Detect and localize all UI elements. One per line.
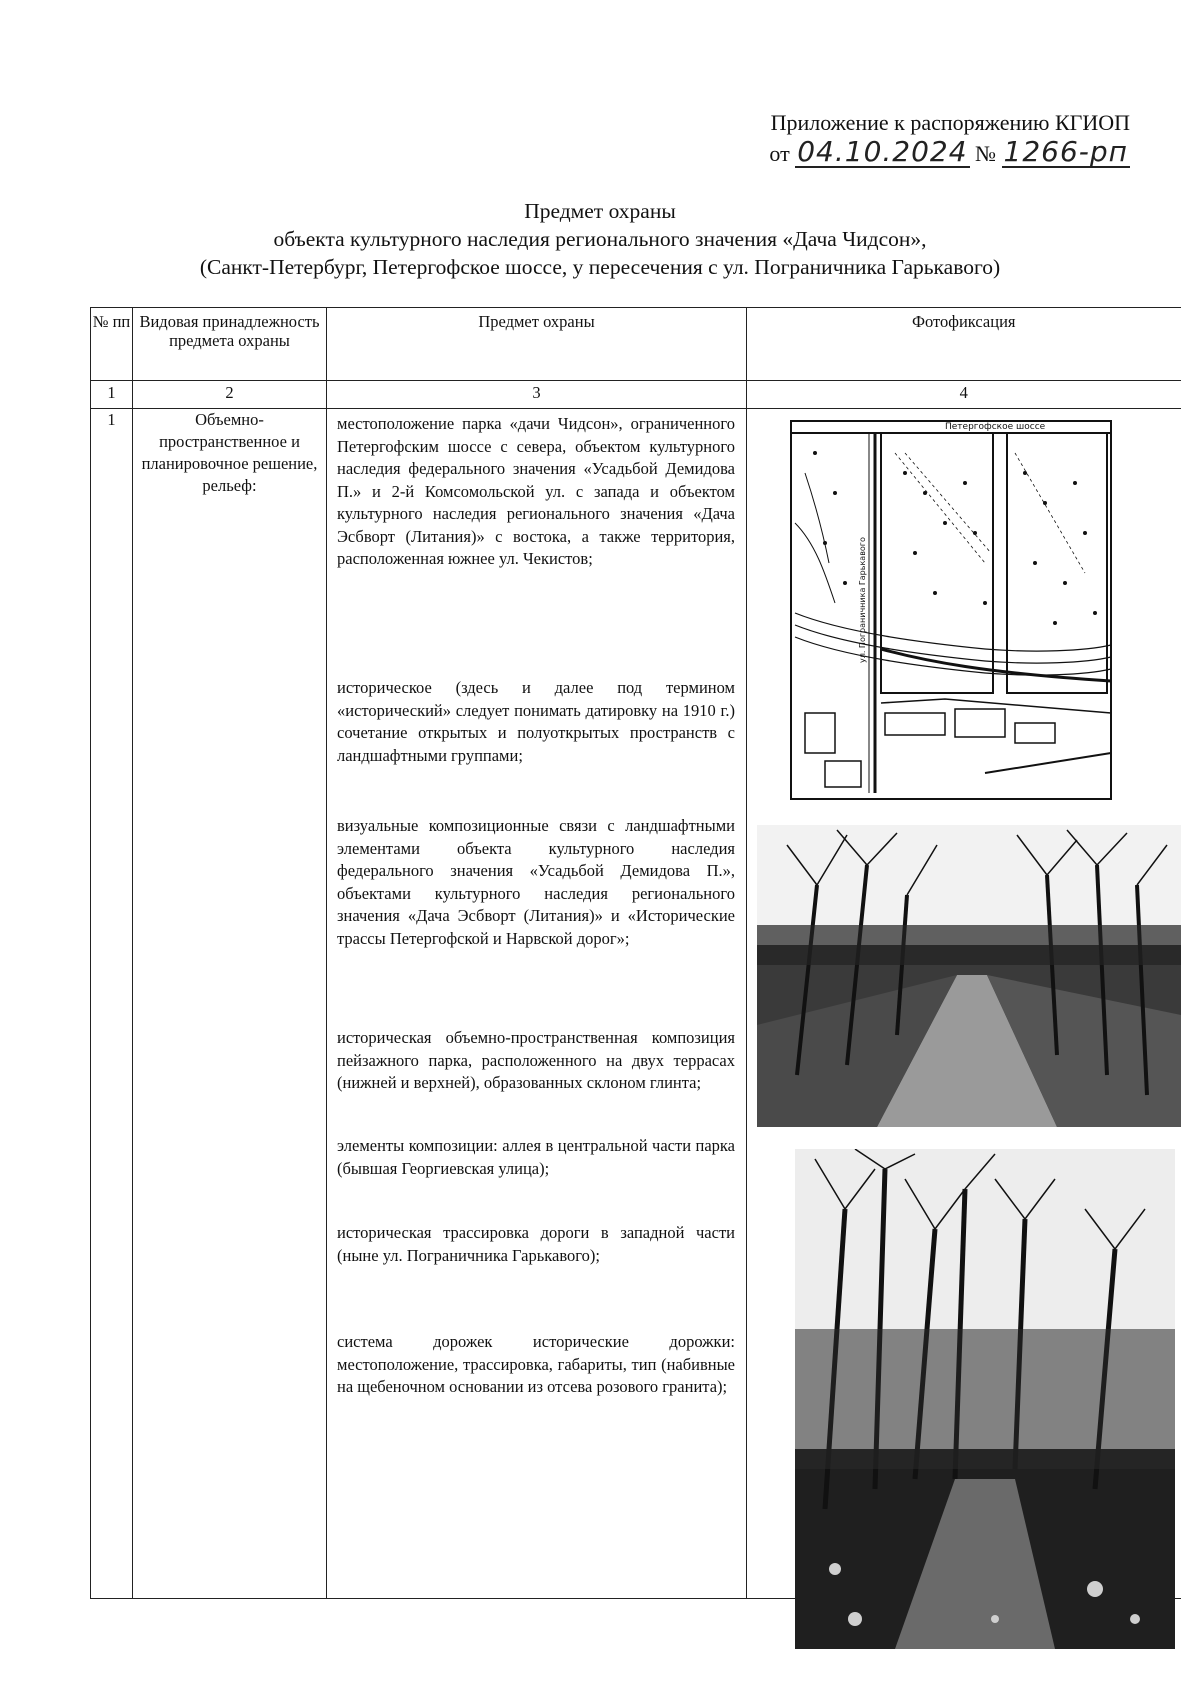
title-line-3: (Санкт-Петербург, Петергофское шоссе, у пересечения с ул. Пограничника Гарькавого)	[199, 255, 1001, 279]
trees-photo	[795, 1149, 1175, 1649]
subject-item-location: местоположение парка «дачи Чидсон», ограниченного Петергофским шоссе с севера, объектом культурного наследия федерального значения «Усадьбой Демидова П.» и 2-й Комсомольской ул. с запада и объектом культурного наследия регионального значения «Дача Эсбворт (Литания)» с востока, а также территория, расположенная южнее ул. Чекистов;	[337, 414, 735, 568]
order-number: 1266-рп	[1003, 135, 1128, 168]
subject-item-paths: система дорожек исторические дорожки: местоположение, трассировка, габариты, тип (набивные на щебеночном основании из отсева розового гранита);	[337, 1332, 735, 1396]
subject-item-alley: элементы композиции: аллея в центральной части парка (бывшая Георгиевская улица);	[337, 1136, 735, 1178]
appendix-header	[769, 110, 1130, 169]
map-street-label: ул. Пограничника Гарькавого	[858, 537, 867, 663]
header-kind: Видовая принадлежность предмета охраны	[133, 308, 327, 381]
park-plan-map	[785, 413, 1117, 807]
subject-item-composition: историческая объемно-пространственная композиция пейзажного парка, расположенного на двух террасах (нижней и верхней), образованных склоном глинта;	[337, 1028, 735, 1092]
appendix-date-number	[769, 135, 1130, 169]
row-number: 1	[91, 409, 133, 1599]
title-line-2: объекта культурного наследия регионального значения «Дача Чидсон»,	[273, 227, 927, 251]
column-number: 3	[327, 381, 747, 409]
column-number: 4	[747, 381, 1181, 409]
subject-item-road: историческая трассировка дороги в западной части (ныне ул. Пограничника Гарькавого);	[337, 1223, 735, 1265]
from-label: от	[769, 141, 790, 166]
table-header-row	[91, 308, 1181, 381]
number-label: №	[975, 141, 997, 166]
appendix-line: Приложение к распоряжению КГИОП	[770, 110, 1130, 135]
map-road-label: Петергофское шоссе	[945, 422, 1046, 432]
photo-cell	[747, 409, 1181, 1599]
kind-cell: Объемно-пространственное и планировочное решение, рельеф:	[133, 409, 327, 1599]
column-number-row	[91, 381, 1181, 409]
column-number: 2	[133, 381, 327, 409]
subject-item-spaces: историческое (здесь и далее под термином «исторический» следует понимать датировку на 1910 г.) сочетание открытых и полуоткрытых пространств с ландшафтными группами;	[337, 678, 735, 765]
subject-item-visual-links: визуальные композиционные связи с ландшафтными элементами объекта культурного наследия федерального значения «Усадьбой Демидова П.», объектами культурного наследия регионального значения «Дача Эсбворт (Литания)» и «Исторические трассы Петергофской и Нарвской дорог»;	[337, 816, 735, 948]
header-photo: Фотофиксация	[747, 308, 1181, 381]
subject-cell	[327, 409, 747, 1599]
column-number: 1	[91, 381, 133, 409]
title-line-1: Предмет охраны	[524, 199, 676, 223]
header-subject: Предмет охраны	[327, 308, 747, 381]
order-date: 04.10.2024	[797, 135, 968, 168]
table-row	[91, 409, 1181, 1599]
alley-photo	[757, 825, 1181, 1127]
document-title	[0, 197, 1200, 281]
header-number: № пп	[91, 308, 133, 381]
protection-subject-table	[90, 307, 1181, 1599]
